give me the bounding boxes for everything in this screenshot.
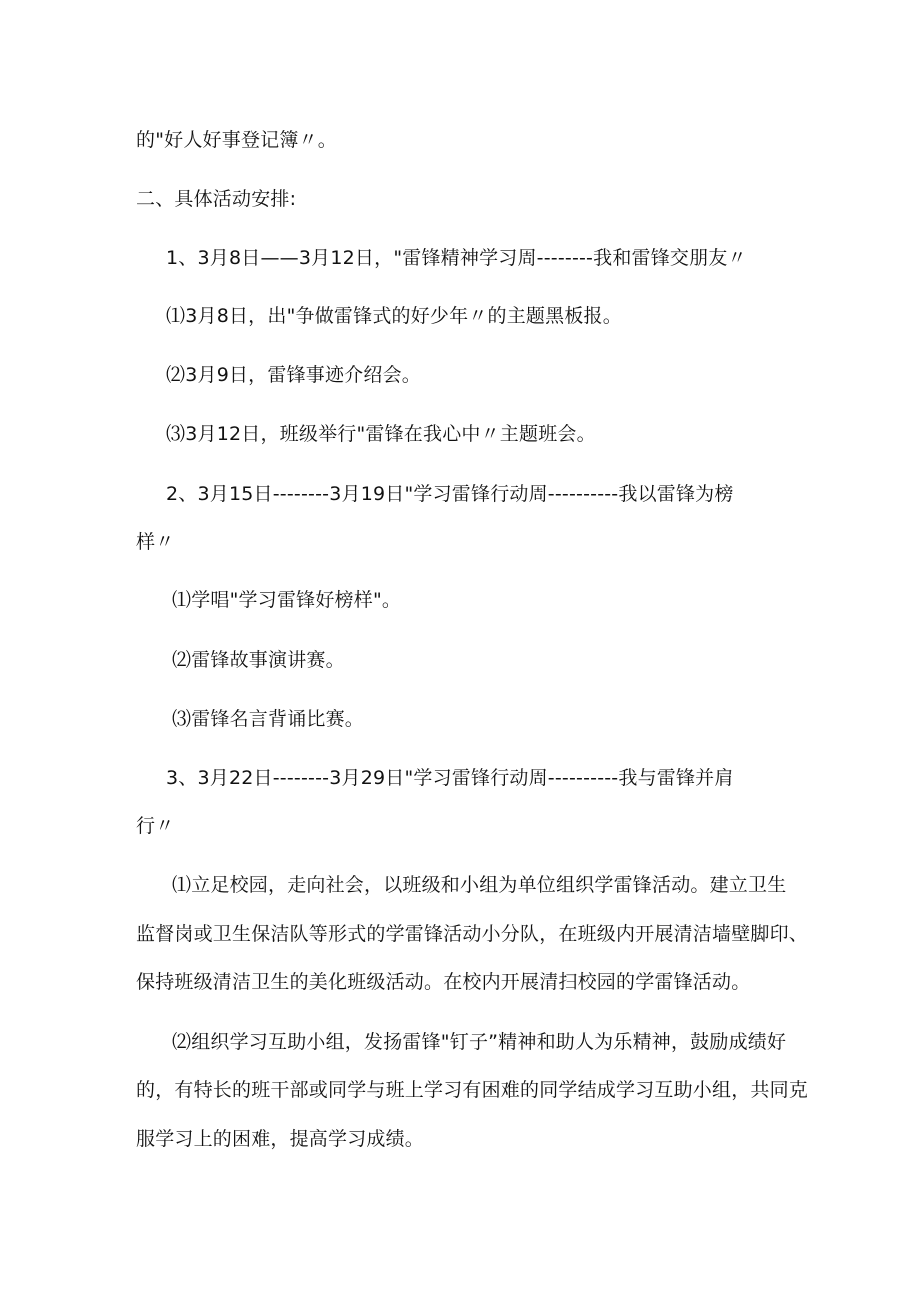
text-line: 1、3月8日——3月12日，"雷锋精神学习周--------我和雷锋交朋友〃 <box>166 247 747 269</box>
text-line: 2、3月15日--------3月19日"学习雷锋行动周----------我以雷锋为榜 <box>166 483 734 505</box>
text-line: ⑵雷锋故事演讲赛。 <box>172 649 345 671</box>
text-line: ⑴3月8日，出"争做雷锋式的好少年〃的主题黑板报。 <box>166 305 622 327</box>
section-heading: 二、具体活动安排: <box>136 188 297 210</box>
text-line: ⑵3月9日，雷锋事迹介绍会。 <box>166 364 421 386</box>
text-line: ⑴立足校园，走向社会，以班级和小组为单位组织学雷锋活动。建立卫生 <box>172 874 787 896</box>
text-line: 的"好人好事登记簿〃。 <box>136 129 337 151</box>
text-line: 样〃 <box>136 531 175 553</box>
text-line: 保持班级清洁卫生的美化班级活动。在校内开展清扫校园的学雷锋活动。 <box>136 971 751 993</box>
text-line: 监督岗或卫生保洁队等形式的学雷锋活动小分队，在班级内开展清洁墙壁脚印、 <box>136 923 809 945</box>
text-line: ⑴学唱"学习雷锋好榜样"。 <box>172 589 402 611</box>
text-line: ⑶雷锋名言背诵比赛。 <box>172 708 365 730</box>
text-line: 的，有特长的班干部或同学与班上学习有困难的同学结成学习互助小组，共同克 <box>136 1079 809 1101</box>
text-line: 3、3月22日--------3月29日"学习雷锋行动周----------我与雷锋并肩 <box>166 767 734 789</box>
text-line: ⑶3月12日，班级举行"雷锋在我心中〃主题班会。 <box>166 423 596 445</box>
text-line: ⑵组织学习互助小组，发扬雷锋"钉子”精神和助人为乐精神，鼓励成绩好 <box>172 1031 787 1053</box>
text-line: 行〃 <box>136 815 175 837</box>
text-line: 服学习上的困难，提高学习成绩。 <box>136 1128 425 1150</box>
